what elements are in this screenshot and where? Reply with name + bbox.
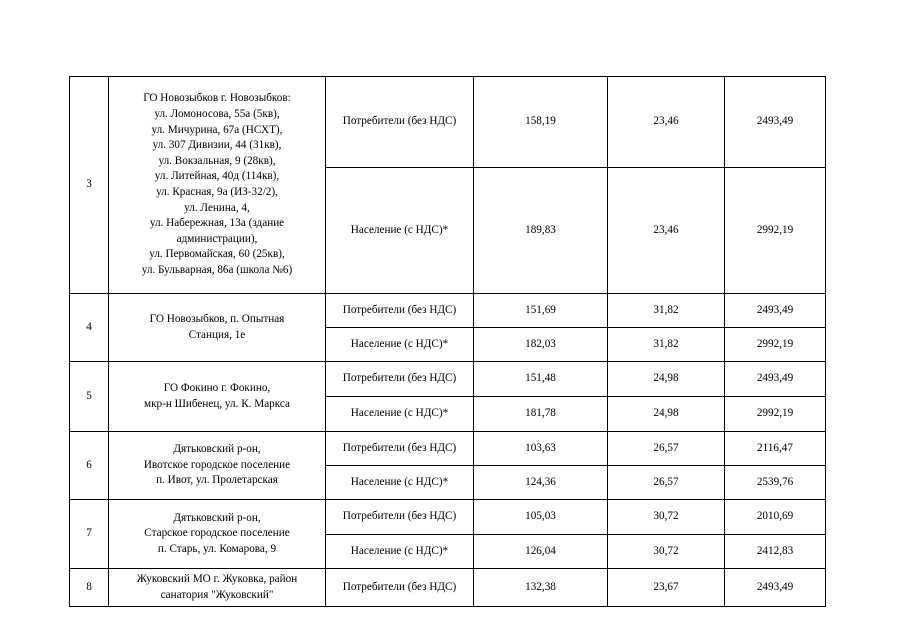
location-cell: ГО Новозыбков г. Новозыбков: ул. Ломоносова, 55а (5кв), ул. Мичурина, 67а (НСХТ), ул. 307 Дивизии, 44 (31кв), ул. Вокзальная, 9 (28кв), ул. Литейная, 40д (114кв), ул. Красная, 9а (ИЗ-32/2), ул. Ленина, 4, ул. Набережная, 13а (здание администрации), ул. Первомайская, 60 (25кв), ул. Бульварная, 86а (школа №6) (109, 77, 326, 294)
consumer-type-cell: Потребители (без НДС) (326, 362, 474, 397)
value-cell: 2992,19 (725, 328, 826, 362)
value-cell: 24,98 (608, 397, 725, 432)
value-cell: 23,67 (608, 569, 725, 607)
table-row (70, 432, 826, 466)
value-cell: 2493,49 (725, 362, 826, 397)
row-number: 8 (70, 569, 109, 607)
value-cell: 2539,76 (725, 466, 826, 500)
value-cell: 2412,83 (725, 535, 826, 569)
row-number: 3 (70, 77, 109, 294)
location-cell: ГО Фокино г. Фокино, мкр-н Шибенец, ул. К. Маркса (109, 362, 326, 432)
consumer-type-cell: Население (с НДС)* (326, 328, 474, 362)
consumer-type-cell: Потребители (без НДС) (326, 432, 474, 466)
location-cell: Жуковский МО г. Жуковка, район санатория "Жуковский" (109, 569, 326, 607)
value-cell: 24,98 (608, 362, 725, 397)
value-cell: 31,82 (608, 328, 725, 362)
location-cell: Дятьковский р-он, Ивотское городское поселение п. Ивот, ул. Пролетарская (109, 432, 326, 500)
value-cell: 2992,19 (725, 168, 826, 294)
row-number: 5 (70, 362, 109, 432)
consumer-type-cell: Потребители (без НДС) (326, 500, 474, 535)
consumer-type-cell: Население (с НДС)* (326, 397, 474, 432)
table-row (70, 77, 826, 168)
row-number: 4 (70, 294, 109, 362)
consumer-type-cell: Потребители (без НДС) (326, 77, 474, 168)
value-cell: 132,38 (474, 569, 608, 607)
value-cell: 126,04 (474, 535, 608, 569)
value-cell: 26,57 (608, 466, 725, 500)
value-cell: 2010,69 (725, 500, 826, 535)
table-row (70, 294, 826, 328)
row-number: 7 (70, 500, 109, 569)
value-cell: 151,69 (474, 294, 608, 328)
value-cell: 2992,19 (725, 397, 826, 432)
value-cell: 158,19 (474, 77, 608, 168)
value-cell: 30,72 (608, 500, 725, 535)
consumer-type-cell: Население (с НДС)* (326, 466, 474, 500)
value-cell: 151,48 (474, 362, 608, 397)
value-cell: 103,63 (474, 432, 608, 466)
value-cell: 2493,49 (725, 569, 826, 607)
table-row (70, 500, 826, 535)
value-cell: 181,78 (474, 397, 608, 432)
value-cell: 105,03 (474, 500, 608, 535)
consumer-type-cell: Потребители (без НДС) (326, 294, 474, 328)
value-cell: 2116,47 (725, 432, 826, 466)
consumer-type-cell: Население (с НДС)* (326, 168, 474, 294)
location-cell: ГО Новозыбков, п. Опытная Станция, 1е (109, 294, 326, 362)
consumer-type-cell: Население (с НДС)* (326, 535, 474, 569)
row-number: 6 (70, 432, 109, 500)
value-cell: 23,46 (608, 77, 725, 168)
table-row (70, 362, 826, 397)
value-cell: 31,82 (608, 294, 725, 328)
value-cell: 26,57 (608, 432, 725, 466)
value-cell: 189,83 (474, 168, 608, 294)
value-cell: 30,72 (608, 535, 725, 569)
value-cell: 182,03 (474, 328, 608, 362)
tariff-table (69, 76, 826, 607)
value-cell: 124,36 (474, 466, 608, 500)
value-cell: 2493,49 (725, 77, 826, 168)
table-row (70, 569, 826, 607)
value-cell: 2493,49 (725, 294, 826, 328)
location-cell: Дятьковский р-он, Старское городское поселение п. Старь, ул. Комарова, 9 (109, 500, 326, 569)
value-cell: 23,46 (608, 168, 725, 294)
consumer-type-cell: Потребители (без НДС) (326, 569, 474, 607)
